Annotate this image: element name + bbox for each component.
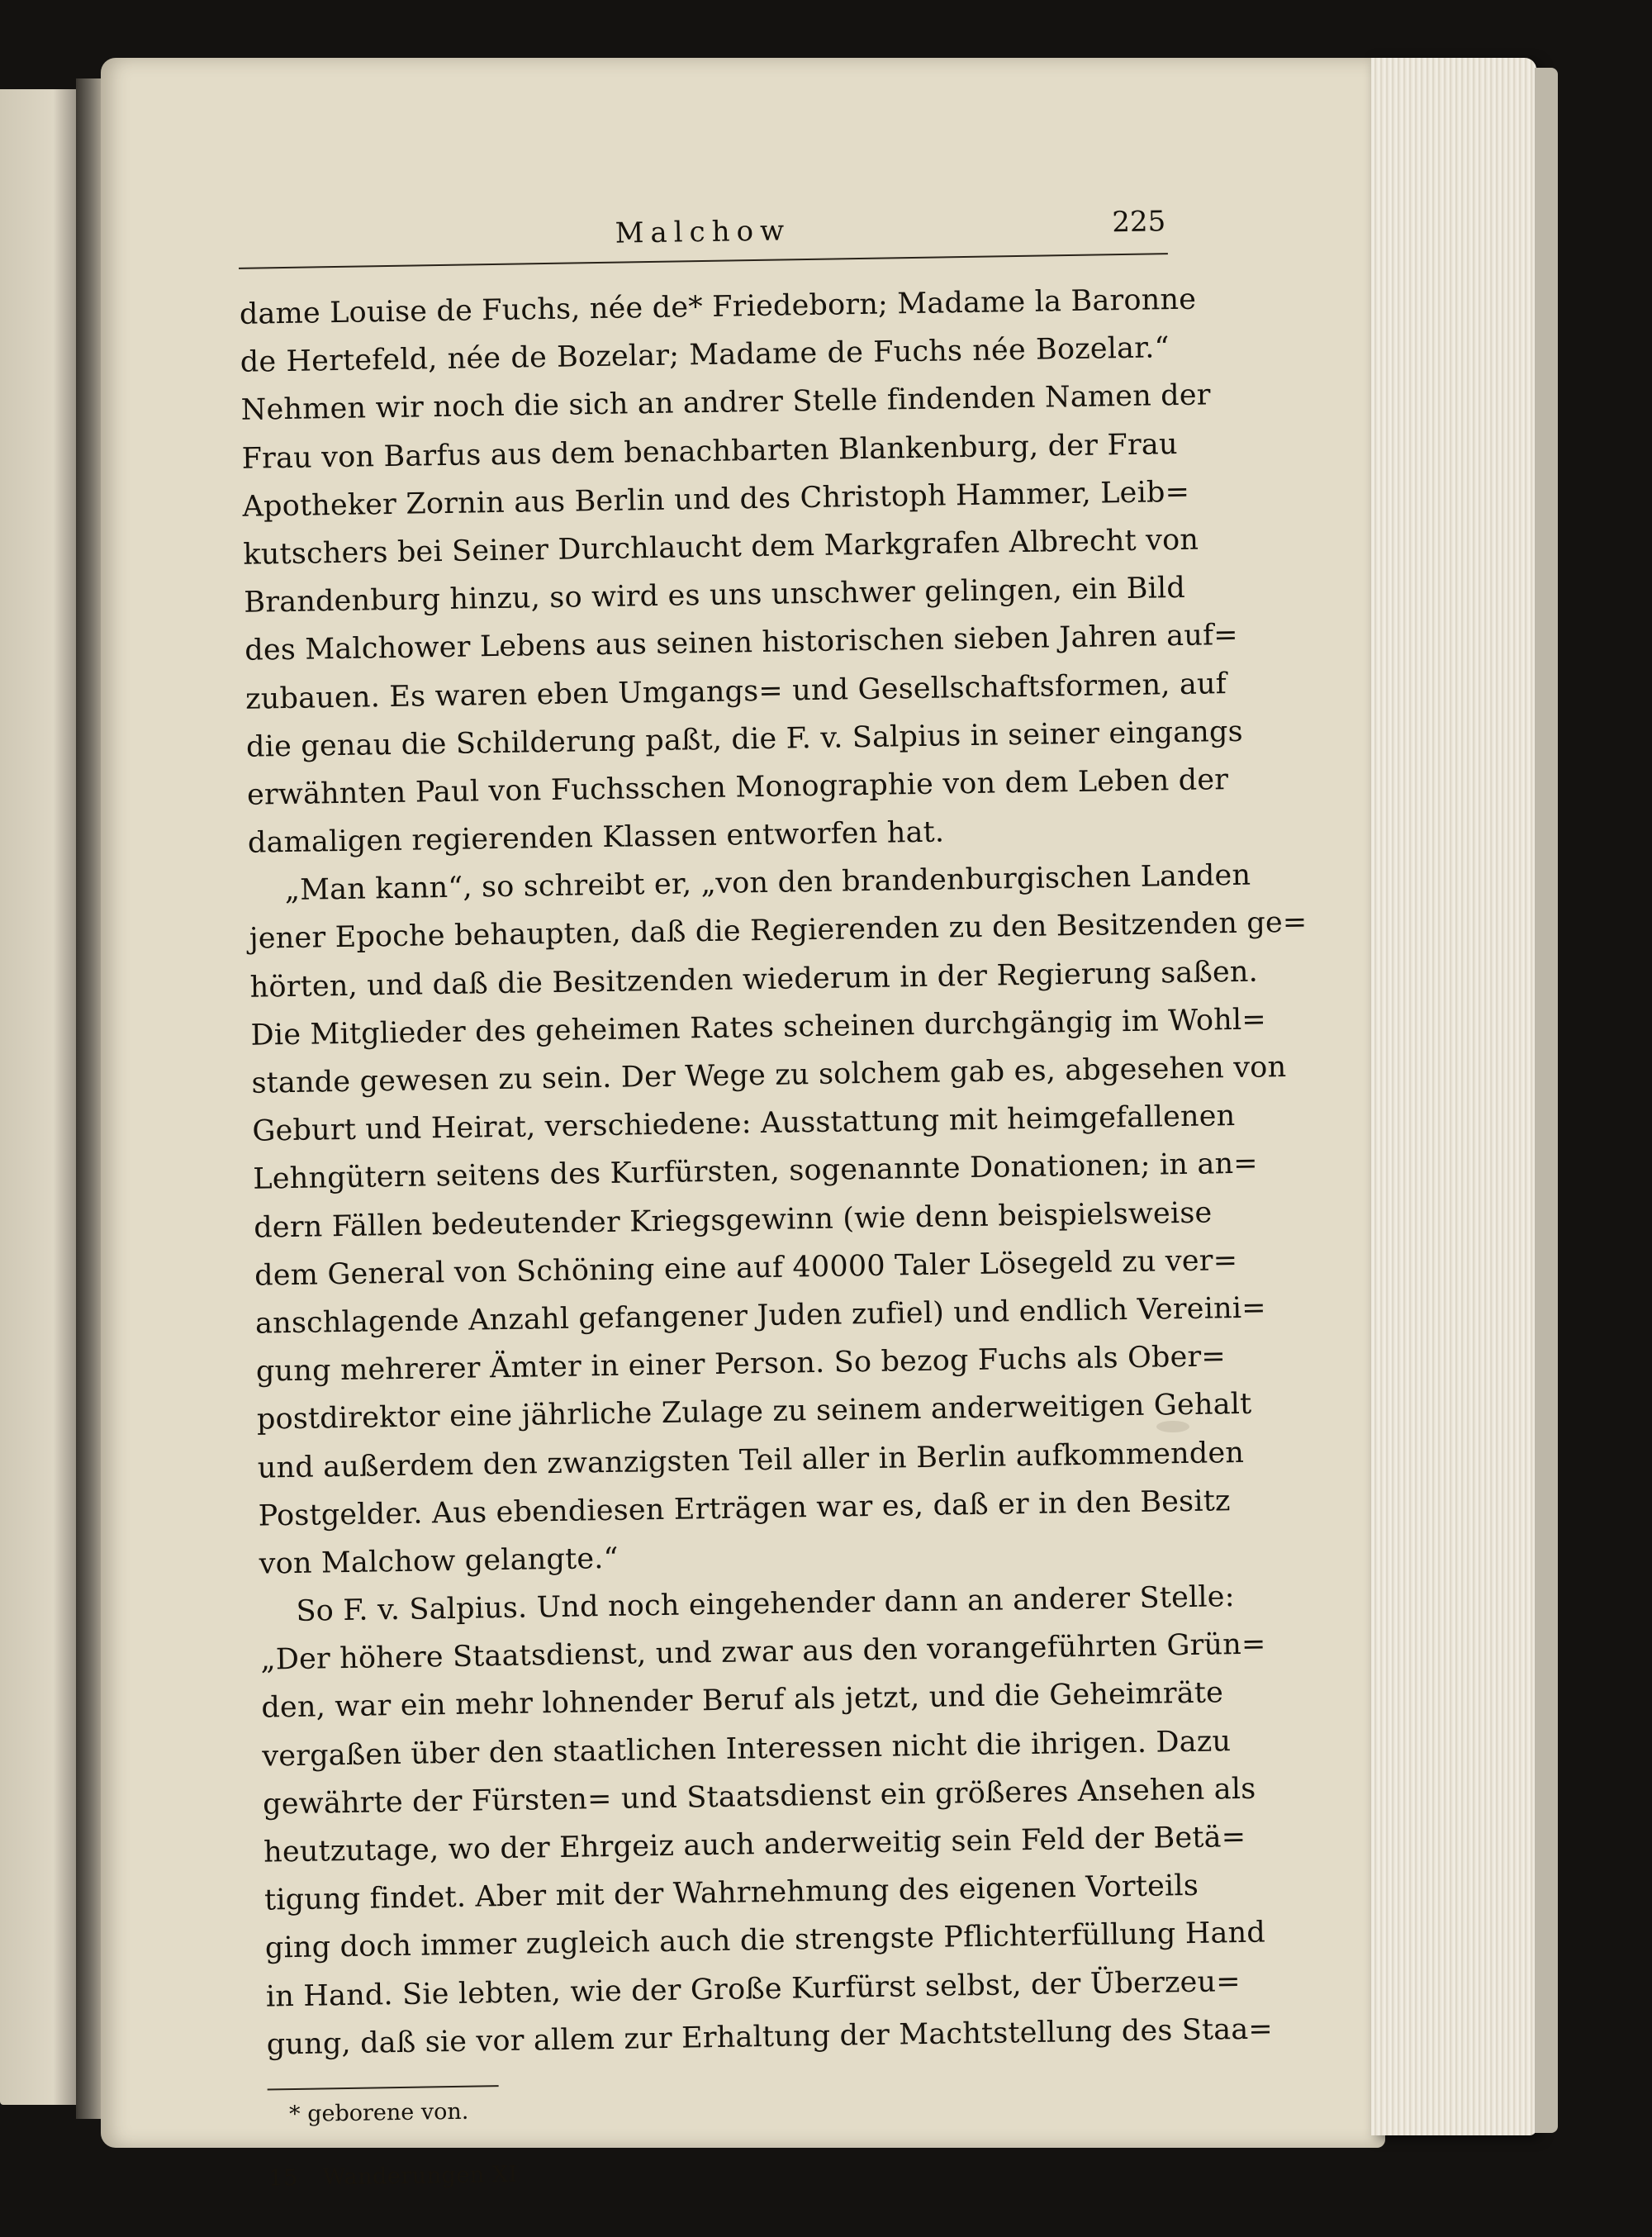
book-cover-edge (1535, 68, 1558, 2133)
text-line: Geburt und Heirat, verschiedene: Ausstattung mit heimgefallenen (252, 1100, 1236, 1148)
footnote-rule (268, 2085, 499, 2090)
text-line: den, war ein mehr lohnender Beruf als jetzt, und die Geheimräte (261, 1676, 1224, 1726)
text-line: vergaßen über den staatlichen Interessen nicht die ihrigen. Dazu (262, 1724, 1232, 1774)
page-block-edges (1371, 58, 1536, 2135)
text-line: „Man kann“, so schreibt er, „von den brandenburgischen Landen (284, 858, 1251, 908)
text-line: die genau die Schilderung paßt, die F. v. Salpius in seiner eingangs (245, 715, 1244, 764)
text-line: ging doch immer zugleich auch die strengste Pflichterfüllung Hand (264, 1916, 1266, 1965)
text-line: de Hertefeld, née de Bozelar; Madame de Fuchs née Bozelar.“ (240, 331, 1170, 379)
text-line: dern Fällen bedeutender Kriegsgewinn (wie denn beispielsweise (253, 1196, 1213, 1245)
text-line: kutschers bei Seiner Durchlaucht dem Markgrafen Albrecht von (243, 523, 1199, 572)
text-line: postdirektor eine jährliche Zulage zu seinem anderweitigen Gehalt (256, 1388, 1252, 1437)
text-line: Frau von Barfus aus dem benachbarten Blankenburg, der Frau (241, 427, 1178, 476)
page-number: 225 (1112, 205, 1166, 240)
text-line: und außerdem den zwanzigsten Teil aller in Berlin aufkommenden (257, 1436, 1245, 1485)
printer-signature (268, 2151, 1198, 2192)
text-line: tigung findet. Aber mit der Wahrnehmung des eigenen Vorteils (263, 1869, 1199, 1917)
text-line: So F. v. Salpius. Und noch eingehender dann an anderer Stelle: (296, 1580, 1235, 1628)
text-line: jener Epoche behaupten, daß die Regierenden zu den Besitzenden ge= (249, 906, 1308, 957)
text-line: Postgelder. Aus ebendiesen Erträgen war es, daß er in den Besitz (258, 1484, 1231, 1533)
text-line: Apotheker Zornin aus Berlin und des Christoph Hammer, Leib= (242, 475, 1190, 524)
body-text (239, 276, 1308, 2068)
text-line: zubauen. Es waren eben Umgangs= und Gesellschaftsformen, auf (244, 667, 1227, 716)
text-line: dem General von Schöning eine auf 40000 Taler Lösegeld zu ver= (254, 1243, 1238, 1293)
text-line: stande gewesen zu sein. Der Wege zu solchem gab es, abgesehen von (251, 1051, 1287, 1100)
signature-number: 15 (268, 2164, 298, 2192)
text-line: Die Mitglieder des geheimen Rates scheinen durchgängig im Wohl= (250, 1003, 1267, 1052)
text-line: gewährte der Fürsten= und Staatsdienst ein größeres Ansehen als (262, 1772, 1256, 1821)
text-line: hörten, und daß die Besitzenden wiederum in der Regierung saßen. (249, 955, 1259, 1005)
text-line: erwähnten Paul von Fuchsschen Monographie von dem Leben der (246, 762, 1229, 812)
text-line: gung, daß sie vor allem zur Erhaltung der Machtstellung des Staa= (266, 2012, 1274, 2062)
left-page-edge (0, 89, 76, 2105)
text-line: heutzutage, wo der Ehrgeiz auch anderweitig sein Feld der Betä= (263, 1820, 1246, 1869)
text-line: Brandenburg hinzu, so wird es uns unschwer gelingen, ein Bild (244, 572, 1186, 620)
running-title: Malchow (615, 214, 791, 250)
footnote: * geborene von. (288, 2098, 469, 2128)
text-line: „Der höhere Staatsdienst, und zwar aus den vorangeführten Grün= (260, 1627, 1266, 1677)
text-line: gung mehrerer Ämter in einer Person. So bezog Fuchs als Ober= (255, 1340, 1227, 1389)
page-content (238, 203, 1308, 2192)
text-line: Nehmen wir noch die sich an andrer Stelle findenden Namen der (240, 378, 1211, 428)
text-line: dame Louise de Fuchs, née de* Friedeborn; Madame la Baronne (239, 283, 1197, 331)
text-line: des Malchower Lebens aus seinen historischen sieben Jahren auf= (244, 619, 1239, 668)
text-line: Lehngütern seitens des Kurfürsten, sogenannte Donationen; in an= (253, 1147, 1259, 1197)
text-line: damaligen regierenden Klassen entworfen hat. (247, 815, 945, 860)
text-line: anschlagende Anzahl gefangener Juden zufiel) und endlich Vereini= (254, 1291, 1267, 1341)
text-line: in Hand. Sie lebten, wie der Große Kurfürst selbst, der Überzeu= (265, 1964, 1241, 2014)
signature-title: Wanderungen XI (322, 2161, 518, 2191)
text-line: von Malchow gelangte.“ (259, 1541, 619, 1581)
